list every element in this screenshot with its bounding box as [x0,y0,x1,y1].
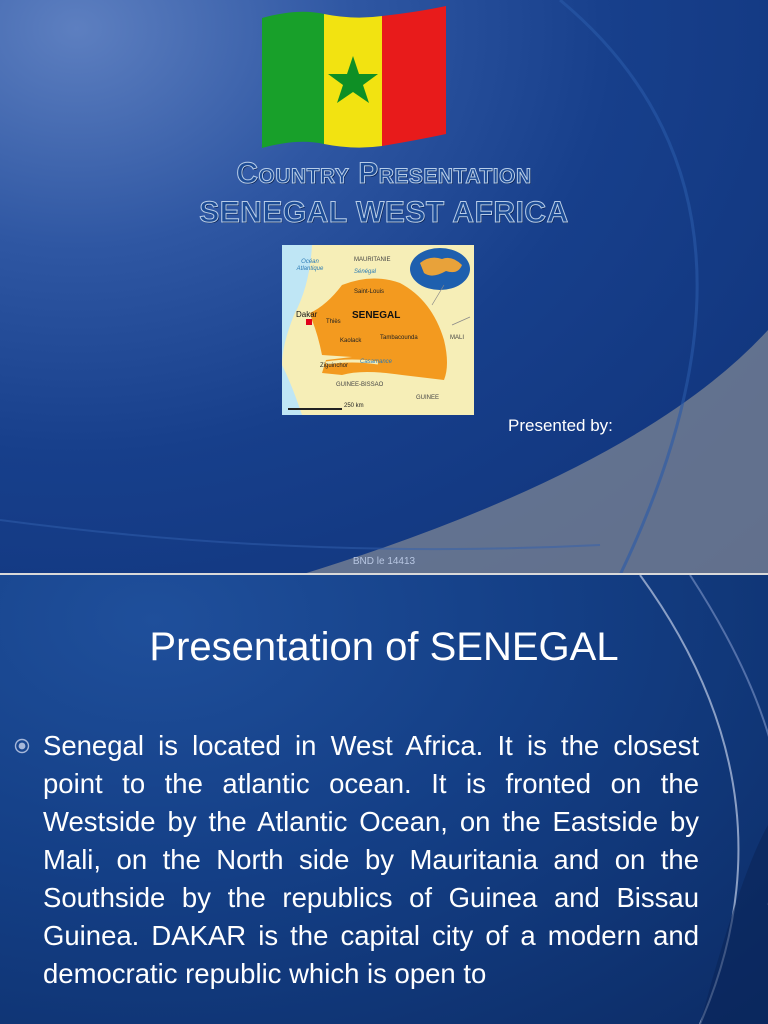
title-line-2: SENEGAL WEST AFRICA [199,196,569,229]
map-label-ocean: Océan Atlantique [296,259,324,272]
slide-2-title: Presentation of SENEGAL [149,625,619,669]
map-label-casamance: Casamance [360,359,393,365]
map-label-kaolack: Kaolack [340,338,362,344]
presented-by-label: Presented by: [508,416,613,435]
slide-2 [0,575,768,1024]
bullet-text: Senegal is located in West Africa. It is the closest point to the atlantic ocean. It is fronted on the Westside by the Atlantic Ocean, on the Eastside by Mali, on the North side by Mauritania and on the Southside by the republics of Guinea and Bissau Guinea. DAKAR is the capital city of a modern and democratic republic which is open to [43,730,699,989]
map-label-dakar: Dakar [296,310,318,319]
map-label-country: SENEGAL [352,310,401,321]
map-label-ziguinchor: Ziguinchor [320,363,349,369]
map-label-scale: 250 km [344,403,364,409]
bullet-circle-icon [14,738,30,754]
map-label-thies: Thiès [326,319,341,325]
senegal-map [282,245,474,415]
senegal-flag-icon [258,4,450,152]
slide-footer: BND le 14413 [352,556,416,567]
map-label-senegal-river: Sénégal [354,269,377,275]
map-label-mauritanie: MAURITANIE [354,257,391,263]
map-label-guinee-bissau: GUINEE-BISSAO [336,382,384,388]
map-label-saint-louis: Saint-Louis [354,289,385,295]
map-label-mali: MALI [450,335,465,341]
map-label-guinee: GUINEE [416,395,440,401]
map-label-tambacounda: Tambacounda [380,335,418,341]
title-line-1: Country Presentation [236,157,532,190]
